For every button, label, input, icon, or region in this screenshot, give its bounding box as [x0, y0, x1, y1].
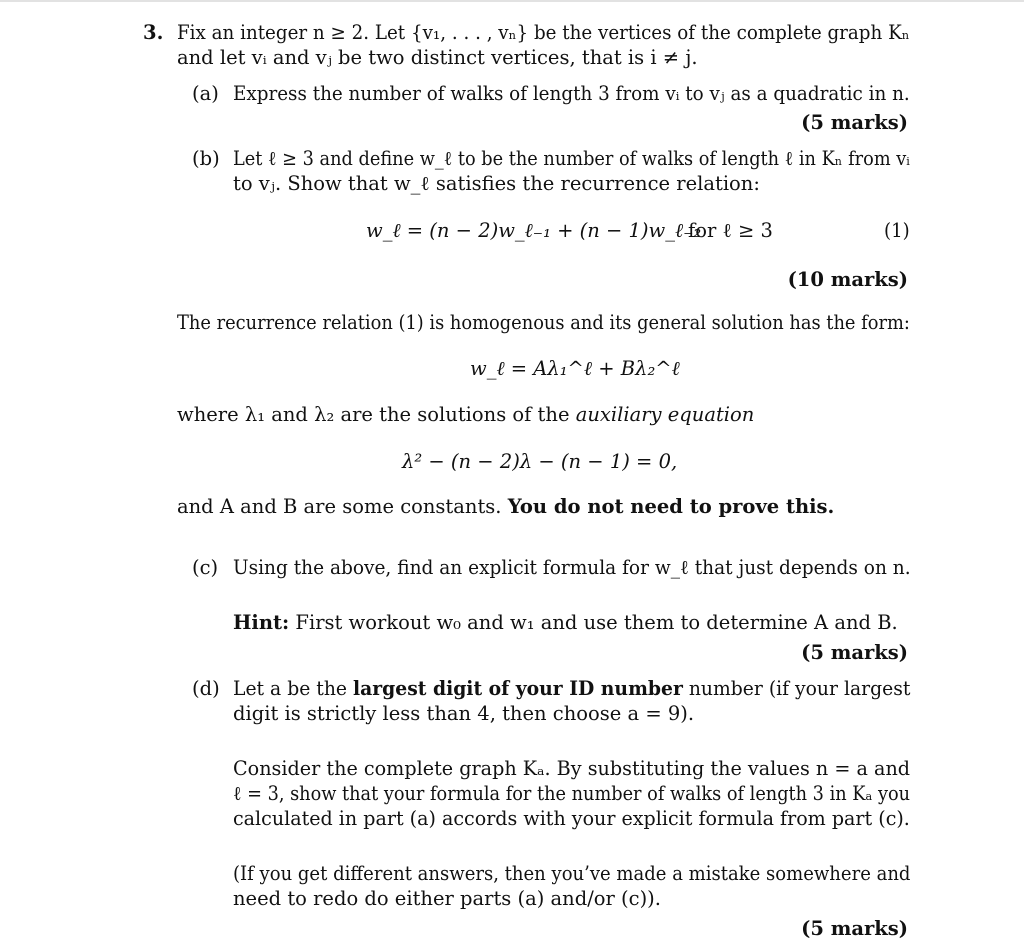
part-c-hint	[233, 611, 898, 635]
part-d-para3-line-2: need to redo do either parts (a) and/or (c)).	[233, 887, 661, 910]
part-b-marks: (10 marks)	[787, 268, 908, 291]
general-line-1: The recurrence relation (1) is homogenous and its general solution has the form:	[177, 311, 910, 334]
part-d-para2-line-2: ℓ = 3, show that your formula for the number of walks of length 3 in Kₐ you	[233, 782, 911, 805]
part-d-line-1	[233, 677, 910, 701]
where-text: where λ₁ and λ₂ are the solutions of the	[177, 403, 570, 426]
auxiliary-equation: λ² − (n − 2)λ − (n − 1) = 0,	[402, 450, 678, 473]
recurrence-condition: for ℓ ≥ 3	[688, 219, 773, 242]
part-b-label: (b)	[192, 147, 220, 170]
auxiliary-equation-term: auxiliary equation	[575, 403, 755, 426]
part-d-para2-line-3: calculated in part (a) accords with your explicit formula from part (c).	[233, 807, 910, 830]
part-d-para2-line-1: Consider the complete graph Kₐ. By substituting the values n = a and	[233, 757, 911, 780]
general-solution: w_ℓ = Aλ₁^ℓ + Bλ₂^ℓ	[470, 357, 680, 380]
part-c-label: (c)	[192, 556, 219, 579]
part-d-line-2: digit is strictly less than 4, then choose a = 9).	[233, 702, 695, 725]
recurrence-equation: w_ℓ = (n − 2)w_ℓ₋₁ + (n − 1)w_ℓ₋₂	[366, 219, 702, 242]
equation-number: (1)	[884, 219, 910, 242]
part-a-marks: (5 marks)	[801, 111, 908, 134]
constants-text: and A and B are some constants.	[177, 495, 502, 518]
part-b-line-2: to vⱼ. Show that w_ℓ satisfies the recurrence relation:	[233, 172, 760, 195]
part-c-text: Using the above, find an explicit formula for w_ℓ that just depends on n.	[233, 556, 911, 579]
part-d-line-1-post: number (if your largest	[688, 677, 911, 700]
constants-line	[177, 495, 834, 519]
no-proof-note: You do not need to prove this.	[507, 495, 835, 518]
largest-digit-phrase: largest digit of your ID number	[352, 677, 683, 700]
top-divider	[0, 0, 1024, 2]
part-a-text: Express the number of walks of length 3 from vᵢ to vⱼ as a quadratic in n.	[233, 82, 910, 105]
hint-text: First workout w₀ and w₁ and use them to determine A and B.	[295, 611, 898, 634]
part-d-para3-line-1: (If you get different answers, then you’ve made a mistake somewhere and	[233, 862, 911, 885]
part-a-label: (a)	[192, 82, 219, 105]
where-line	[177, 403, 754, 427]
part-d-marks: (5 marks)	[801, 917, 908, 940]
part-d-label: (d)	[192, 677, 220, 700]
intro-line-1: Fix an integer n ≥ 2. Let {v₁, . . . , vₙ} be the vertices of the complete graph Kₙ	[177, 21, 910, 44]
part-c-marks: (5 marks)	[801, 641, 908, 664]
part-d-line-1-pre: Let a be the	[233, 677, 348, 700]
question-number: 3.	[143, 21, 164, 44]
part-b-line-1: Let ℓ ≥ 3 and define w_ℓ to be the number of walks of length ℓ in Kₙ from vᵢ	[233, 147, 910, 170]
intro-line-2: and let vᵢ and vⱼ be two distinct vertices, that is i ≠ j.	[177, 46, 698, 69]
hint-label: Hint:	[233, 611, 290, 634]
